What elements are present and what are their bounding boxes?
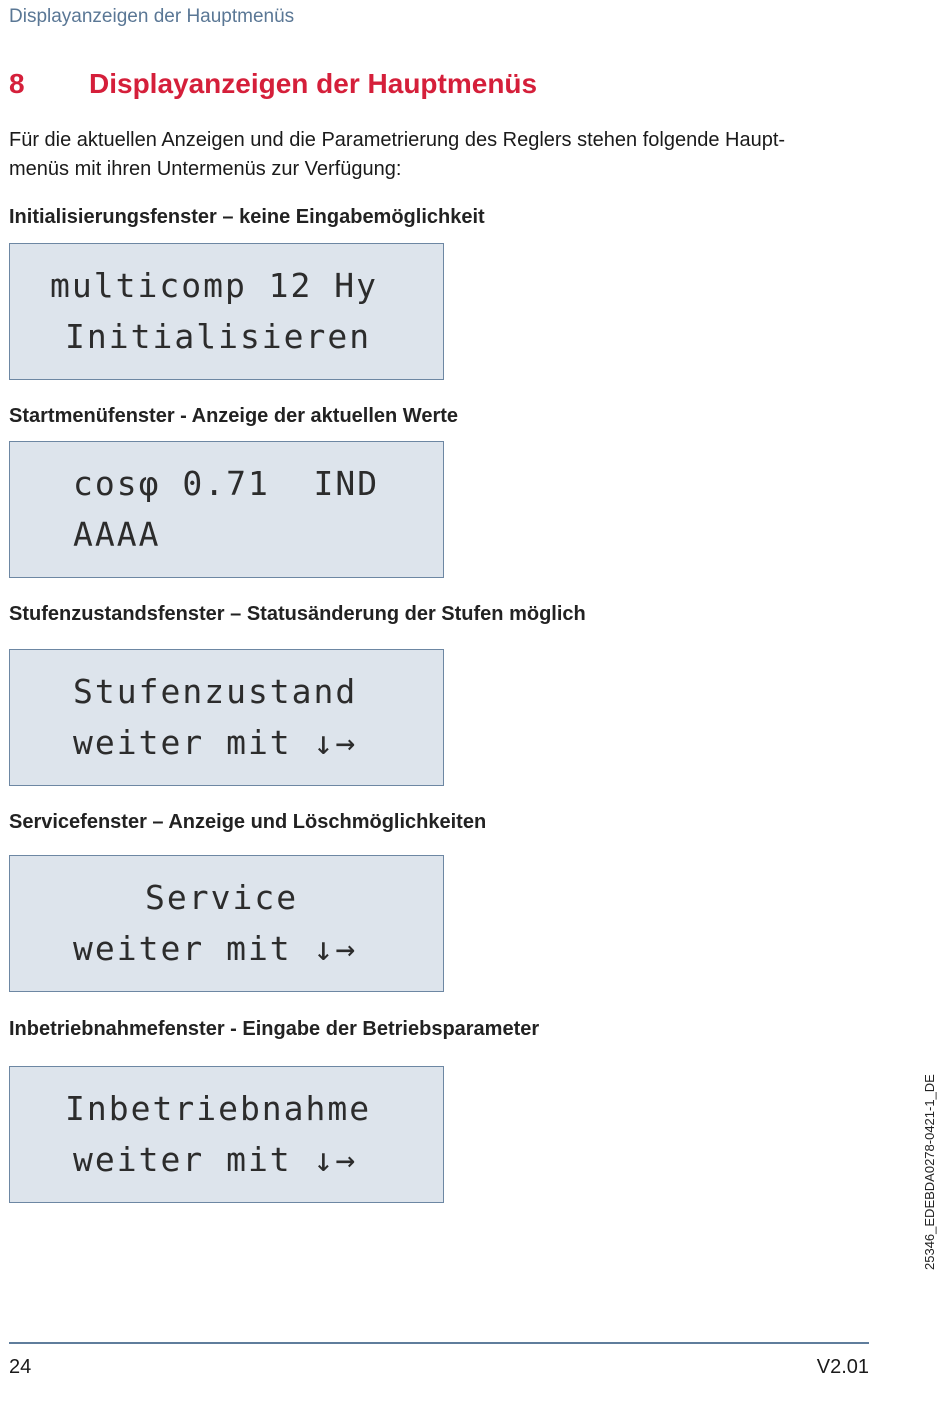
lcd-line-1: Inbetriebnahme xyxy=(65,1089,372,1128)
lcd-line-1: multicomp 12 Hy xyxy=(50,266,379,305)
page-number: 24 xyxy=(9,1356,32,1378)
lcd-line-2: Initialisieren xyxy=(65,317,372,356)
section-heading-inbetrieb: Inbetriebnahmefenster - Eingabe der Betriebsparameter xyxy=(9,1018,540,1040)
lcd-line-2: weiter mit ↓→ xyxy=(73,723,358,762)
section-heading-start: Startmenüfenster - Anzeige der aktuellen Werte xyxy=(9,405,459,427)
footer-divider xyxy=(9,1342,869,1344)
intro-line-1: Für die aktuellen Anzeigen und die Parametrierung des Reglers stehen folgende Haupt- xyxy=(9,129,786,151)
lcd-line-2: weiter mit ↓→ xyxy=(73,929,358,968)
lcd-line-1: cosφ 0.71 IND xyxy=(73,464,380,503)
intro-paragraph xyxy=(9,126,869,184)
lcd-display-inbetrieb xyxy=(9,1066,444,1203)
section-heading-stufen: Stufenzustandsfenster – Statusänderung der Stufen möglich xyxy=(9,603,586,625)
document-code: 25346_EDEBDA0278-0421-1_DE xyxy=(922,1074,937,1270)
chapter-title: Displayanzeigen der Hauptmenüs xyxy=(89,68,538,99)
lcd-display-service xyxy=(9,855,444,992)
lcd-line-2: weiter mit ↓→ xyxy=(73,1140,358,1179)
lcd-display-init xyxy=(9,243,444,380)
section-heading-init: Initialisierungsfenster – keine Eingabemöglichkeit xyxy=(9,206,485,228)
lcd-display-start xyxy=(9,441,444,578)
lcd-line-2: AAAA xyxy=(73,515,161,554)
version-label: V2.01 xyxy=(816,1356,869,1378)
section-heading-service: Servicefenster – Anzeige und Löschmöglichkeiten xyxy=(9,811,487,833)
running-header: Displayanzeigen der Hauptmenüs xyxy=(9,6,295,27)
chapter-number: 8 xyxy=(9,68,25,99)
lcd-line-1: Stufenzustand xyxy=(73,672,358,711)
lcd-line-1: Service xyxy=(145,878,299,917)
lcd-display-stufen xyxy=(9,649,444,786)
intro-line-2: menüs mit ihren Untermenüs zur Verfügung: xyxy=(9,158,402,180)
chapter-heading xyxy=(9,68,537,100)
